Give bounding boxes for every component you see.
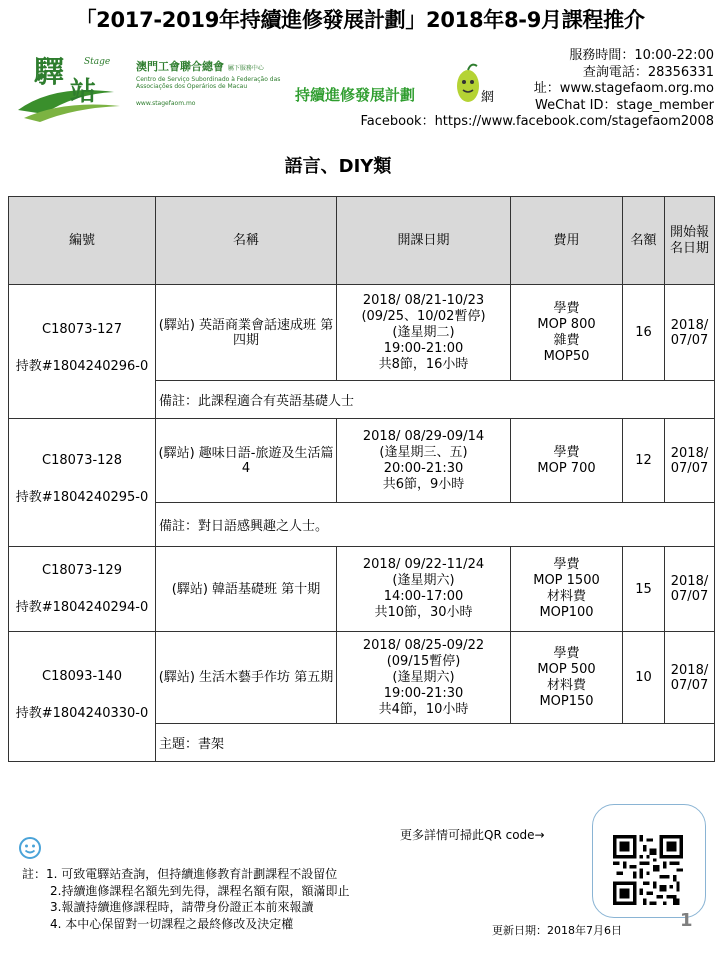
table-row [9,285,715,381]
note-line: 註：1. 可致電驛站查詢，但持續進修教育計劃課程不設留位 [22,867,338,881]
course-code: C18073-129 [42,563,122,578]
course-dates: 2018/ 08/25-09/22 (09/15暫停) (逢星期六) 19:00-21:30 共4節，10小時 [337,632,511,724]
registration-date: 2018/ 07/07 [665,632,715,724]
code-cell [9,632,156,762]
course-table [8,196,715,762]
section-heading: 語言、DIY類 [284,156,392,177]
fund-code: 持教#1804240294-0 [15,600,149,615]
note-line: 2.持續進修課程名額先到先得，課程名額有限，額滿即止 [50,883,350,898]
note-line: 4. 本中心保留對一切課程之最終修改及決定權 [50,916,294,931]
header-registration: 開始報名日期 [665,197,715,285]
header-date: 開課日期 [337,197,511,285]
org-subtitle: Centro de Serviço Subordinado à Federação das Associações dos Operários de Macau [136,76,281,90]
course-note: 備註：對日語感興趣之人士。 [156,503,715,547]
org-name: 澳門工會聯合總會 [136,60,224,73]
course-quota: 10 [623,632,665,724]
org-unit: 屬下服務中心 [227,65,264,72]
course-quota: 12 [623,419,665,503]
footer-notes [22,866,349,932]
course-fee: 學費 MOP 500 材料費 MOP150 [511,632,623,724]
fund-code: 持教#1804240330-0 [15,705,149,721]
course-quota: 16 [623,285,665,381]
course-code: C18093-140 [42,668,122,684]
facebook-link: Facebook：https://www.facebook.com/stagefaom2008 [360,114,714,129]
fund-code: 持教#1804240295-0 [15,489,149,505]
course-name: (驛站) 韓語基礎班 第十期 [156,547,337,632]
code-cell [9,547,156,632]
fund-code: 持教#1804240296-0 [15,358,149,374]
svg-text:Stage: Stage [84,57,111,67]
header-quota: 名額 [623,197,665,285]
note-line: 3.報讀持續進修課程時，請帶身份證正本前來報讀 [50,900,314,914]
course-name: (驛站) 生活木藝手作坊 第五期 [156,632,337,724]
registration-date: 2018/ 07/07 [665,419,715,503]
svg-text:站: 站 [70,77,97,107]
course-dates: 2018/ 08/29-09/14 (逢星期三、五) 20:00-21:30 共6節，9小時 [337,419,511,503]
registration-date: 2018/ 07/07 [665,547,715,632]
website: 址：www.stagefaom.org.mo [533,81,714,96]
course-name: (驛站) 英語商業會話速成班 第四期 [156,285,337,381]
course-dates: 2018/ 08/21-10/23 (09/25、10/02暫停) (逢星期二) 19:00-21:00 共8節，16小時 [337,285,511,381]
table-row [9,547,715,632]
phone: 查詢電話：28356331 [582,64,714,80]
qr-prompt: 更多詳情可掃此QR code→ [400,828,545,842]
course-code: C18073-127 [42,321,122,337]
table-row [9,419,715,503]
course-fee: 學費 MOP 700 [511,419,623,503]
header-fee: 費用 [511,197,623,285]
course-fee: 學費 MOP 1500 材料費 MOP100 [511,547,623,632]
svg-text:驛: 驛 [34,55,64,90]
table-header-row [9,197,715,285]
course-note: 備註：此課程適合有英語基礎人士 [156,381,715,419]
course-fee: 學費 MOP 800 雜費 MOP50 [511,285,623,381]
course-note: 主題：書架 [156,724,715,762]
header-code: 編號 [9,197,156,285]
qr-frame [592,804,706,918]
org-website-small: www.stagefaom.mo [136,100,196,107]
service-hours: 服務時間：10:00-22:00 [569,48,714,63]
page-number: 1 [680,910,693,931]
course-quota: 15 [623,547,665,632]
table-row [9,632,715,724]
update-date: 更新日期：2018年7月6日 [492,924,622,937]
program-name: 持續進修發展計劃 [295,86,416,104]
code-cell [9,419,156,547]
org-block [136,58,296,107]
course-name: (驛站) 趣味日語-旅遊及生活篇4 [156,419,337,503]
registration-date: 2018/ 07/07 [665,285,715,381]
wechat-id: WeChat ID：stage_member [535,97,714,113]
header-name: 名稱 [156,197,337,285]
smiley-icon [18,836,42,860]
course-dates: 2018/ 09/22-11/24 (逢星期六) 14:00-17:00 共10節，30小時 [337,547,511,632]
program-suffix: 網 [481,90,495,105]
contact-block [360,48,714,131]
course-code: C18073-128 [42,452,122,468]
code-cell [9,285,156,419]
stage-logo-icon [14,44,124,124]
page-title: 「2017-2019年持續進修發展計劃」2018年8-9月課程推介 [75,8,645,32]
qr-code-icon[interactable] [613,835,683,905]
